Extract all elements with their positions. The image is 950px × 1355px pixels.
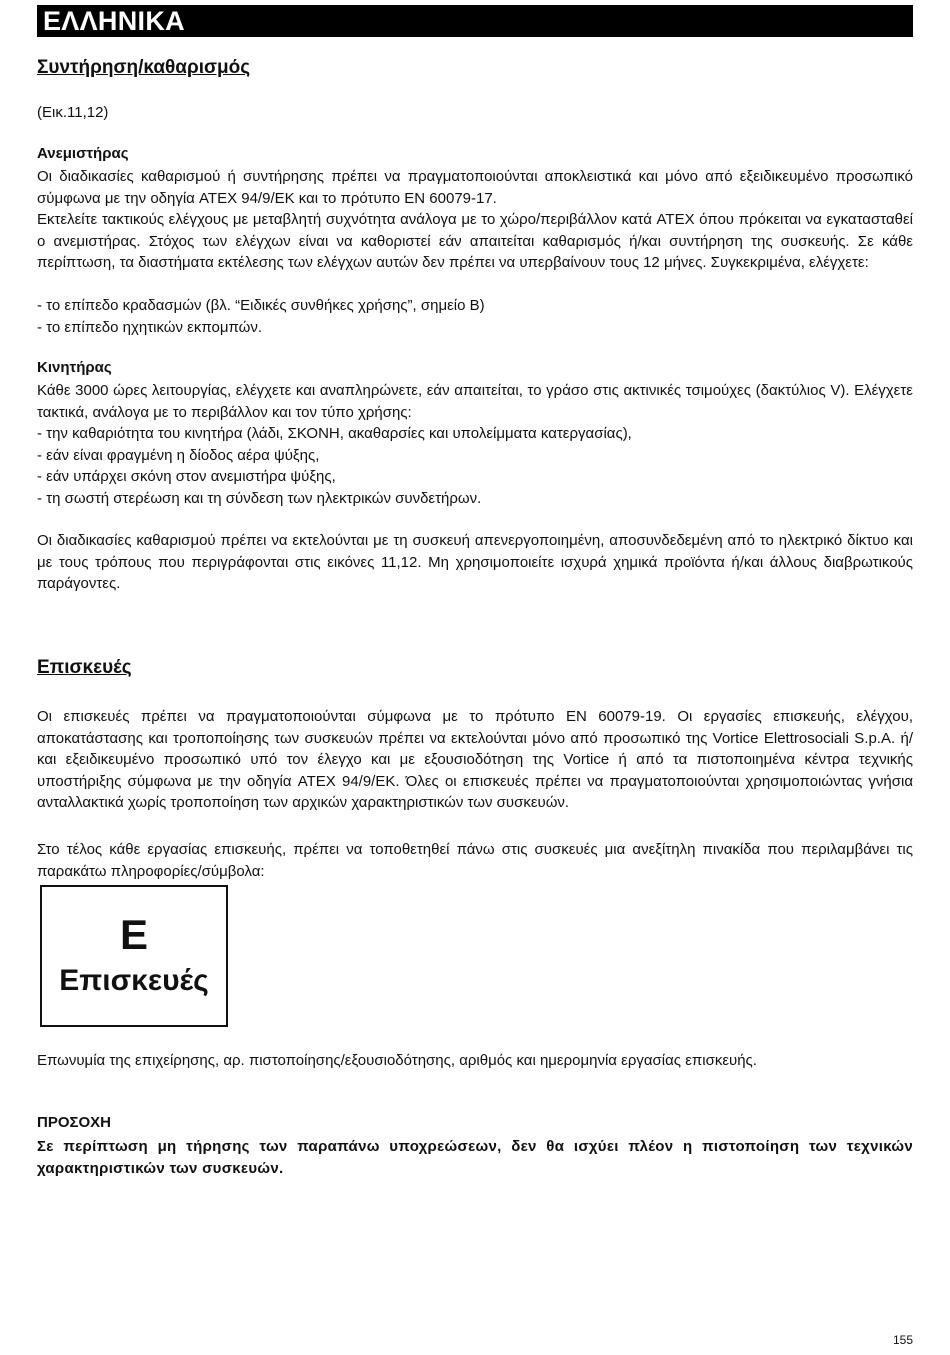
maintenance-title: Συντήρηση/καθαρισμός <box>37 57 251 78</box>
list-item: - εάν είναι φραγμένη η δίοδος αέρα ψύξης, <box>37 446 320 464</box>
warning-text: Σε περίπτωση μη τήρησης των παραπάνω υποχρεώσεων, δεν θα ισχύει πλέον η πιστοποίηση των τεχνικών χαρακτηριστικών των συσκευών. <box>37 1138 913 1177</box>
list-item: - εάν υπάρχει σκόνη στον ανεμιστήρα ψύξης, <box>37 468 336 485</box>
motor-heading: Κινητήρας <box>37 359 112 376</box>
fan-check-list <box>37 295 913 338</box>
document-page <box>37 5 913 1177</box>
page-number: 155 <box>892 1333 913 1347</box>
warning-heading: ΠΡΟΣΟΧΗ <box>37 1114 112 1131</box>
repairs-paragraph-1: Οι επισκευές πρέπει να πραγματοποιούνται σύμφωνα με το πρότυπο EN 60079-19. Οι εργασίες επισκευής, ελέγχου, αποκατάστασης και τροποποίησης των συσκευών πρέπει να εκτελούνται μόνο από προσωπικό της Vortice Elettrosociali S.p.A. ή/και εξειδικευμένο προσωπικό υπό τον έλεγχο και με εξουσιοδότηση της Vortice ή από τα πιστοποιημένα κέντρα τεχνικής υποστήριξης σύμφωνα με την οδηγία ATEX 94/9/ΕΚ. Όλες οι επισκευές πρέπει να πραγματοποιούνται χρησιμοποιώντας γνήσια ανταλλακτικά χωρίς τροποποίηση των αρχικών χαρακτηριστικών των συσκευών. <box>37 708 913 811</box>
list-item: - τη σωστή στερέωση και τη σύνδεση των ηλεκτρικών συνδετήρων. <box>37 489 482 507</box>
list-item: - το επίπεδο κραδασμών (βλ. “Ειδικές συνθήκες χρήσης”, σημείο Β) <box>37 297 485 314</box>
cleaning-note: Οι διαδικασίες καθαρισμού πρέπει να εκτελούνται με τη συσκευή απενεργοποιημένη, αποσυνδεδεμένη από το ηλεκτρικό δίκτυο και με τους τρόπους που περιγράφονται στις εικόνες 11,12. Μη χρησιμοποιείτε ισχυρά χημικά προϊόντα ή/και άλλους διαβρωτικούς παράγοντες. <box>37 532 913 592</box>
repairs-title: Επισκευές <box>37 657 132 678</box>
repair-label-caption: Επωνυμία της επιχείρησης, αρ. πιστοποίησης/εξουσιοδότησης, αριθμός και ημερομηνία εργασίας επισκευής. <box>37 1052 757 1069</box>
list-item: - το επίπεδο ηχητικών εκπομπών. <box>37 318 262 336</box>
fan-heading: Ανεμιστήρας <box>37 145 129 162</box>
motor-paragraph: Κάθε 3000 ώρες λειτουργίας, ελέγχετε και αναπληρώνετε, εάν απαιτείται, το γράσο στις ακτινικές τσιμούχες (δακτύλιος V). Ελέγχετε τακτικά, ανάλογα με το περιβάλλον και τον τύπο χρήσης: <box>37 382 913 421</box>
fan-paragraph-1: Οι διαδικασίες καθαρισμού ή συντήρησης πρέπει να πραγματοποιούνται αποκλειστικά και μόνο από εξειδικευμένο προσωπικό σύμφωνα με την οδηγία ATEX 94/9/EK και το πρότυπο EN 60079-17. <box>37 168 913 207</box>
repair-label-box <box>40 885 228 1027</box>
repair-label-letter: E <box>119 911 148 958</box>
list-item: - την καθαριότητα του κινητήρα (λάδι, ΣΚΟΝΗ, ακαθαρσίες και υπολείμματα κατεργασίας), <box>37 425 632 442</box>
figures-reference: (Εικ.11,12) <box>37 104 109 121</box>
motor-check-list <box>37 423 913 509</box>
language-header: ΕΛΛΗΝΙΚΑ <box>37 5 913 37</box>
fan-paragraph-2: Εκτελείτε τακτικούς ελέγχους με μεταβλητή συχνότητα ανάλογα με το χώρο/περιβάλλον κατά ATEX όπου πρόκειται να εγκατασταθεί ο ανεμιστήρας. Στόχος των ελέγχων είναι να καθοριστεί εάν απαιτείται καθαρισμός ή/και συντήρηση της συσκευής. Σε κάθε περίπτωση, τα διαστήματα εκτέλεσης των ελέγχων αυτών δεν πρέπει να υπερβαίνουν τους 12 μήνες. Συγκεκριμένα, ελέγχετε: <box>37 211 913 271</box>
repair-label-text: Επισκευές <box>59 964 209 997</box>
repairs-paragraph-2: Στο τέλος κάθε εργασίας επισκευής, πρέπει να τοποθετηθεί πάνω στις συσκευές μια ανεξίτηλη πινακίδα που περιλαμβάνει τις παρακάτω πληροφορίες/σύμβολα: <box>37 841 913 880</box>
